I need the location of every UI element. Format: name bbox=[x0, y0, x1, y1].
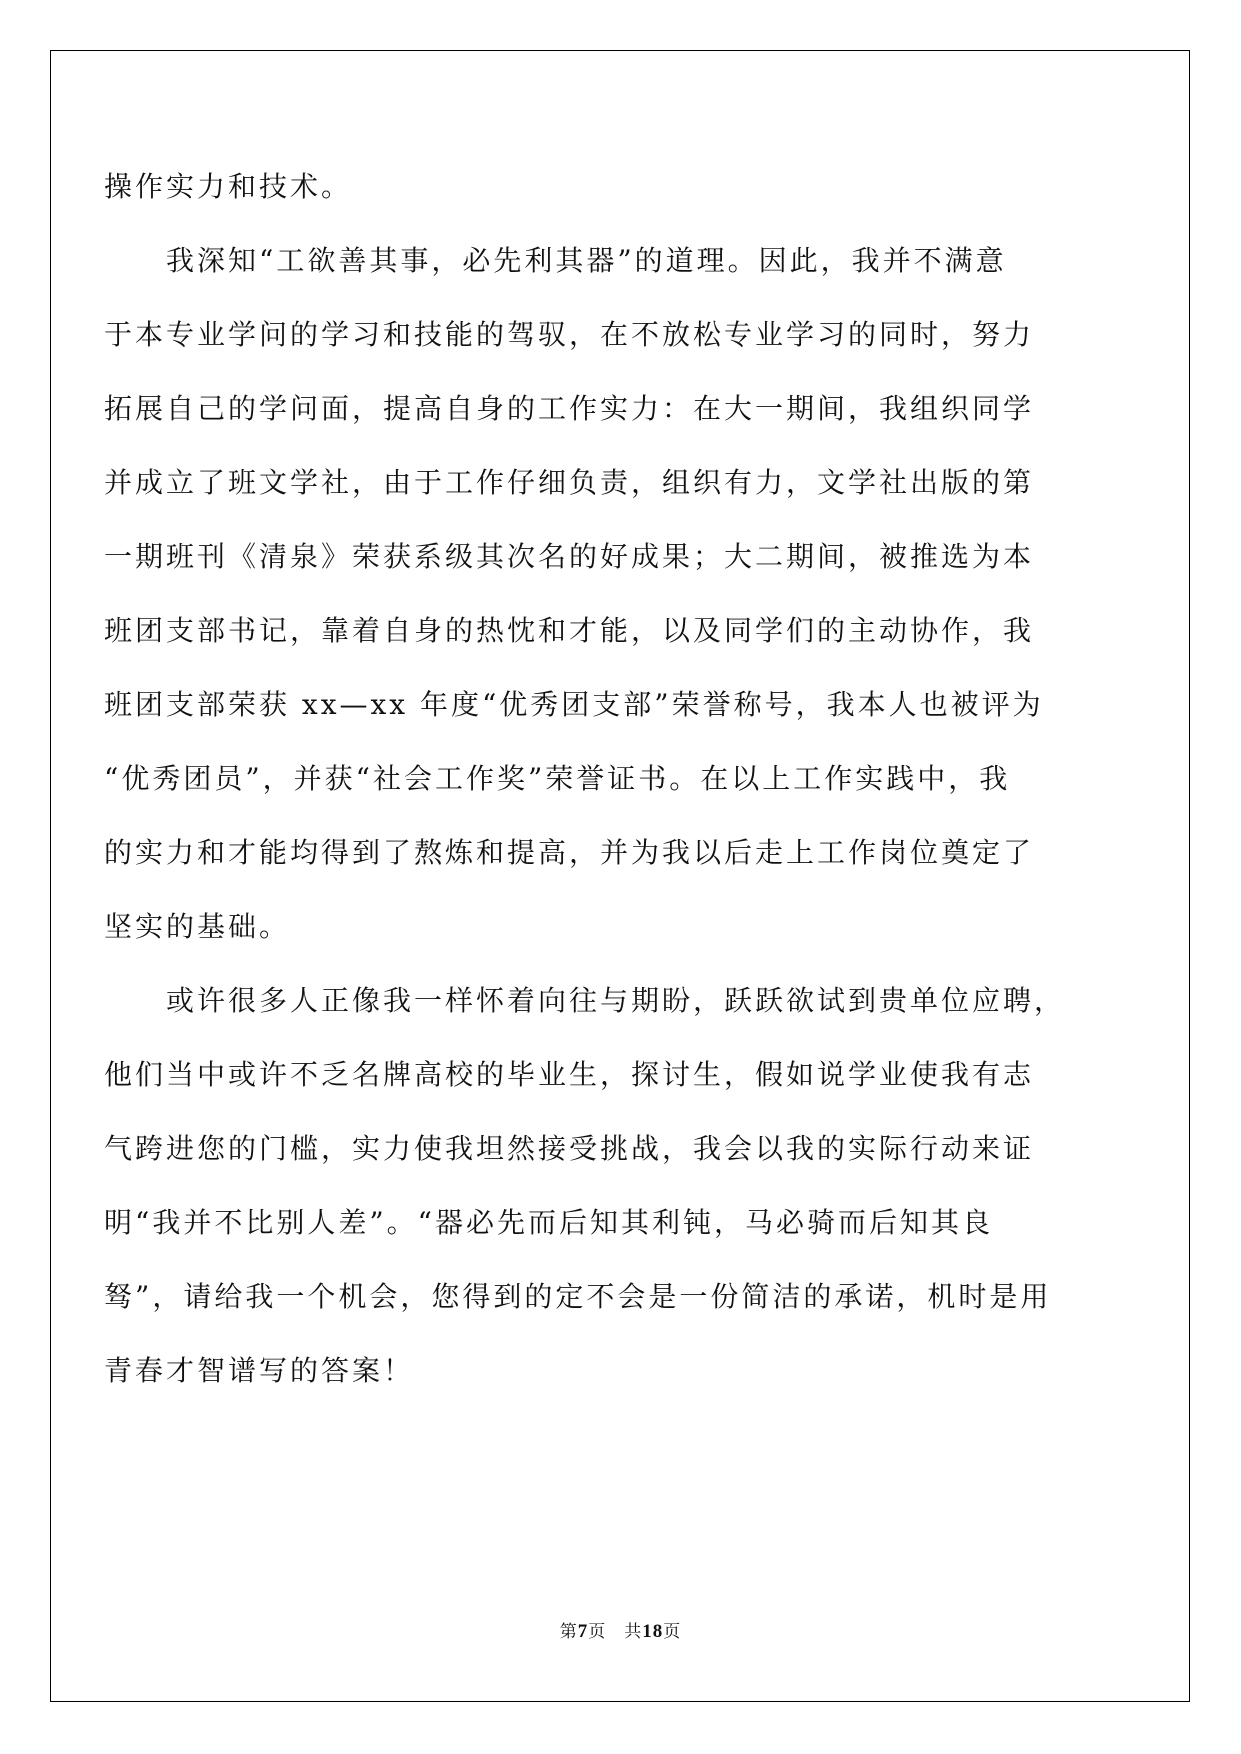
text-line: 的实力和才能均得到了熬炼和提高，并为我以后走上工作岗位奠定了 bbox=[104, 836, 1035, 869]
text-line: 于本专业学问的学习和技能的驾驭，在不放松专业学习的同时，努力 bbox=[104, 318, 1035, 351]
text-line: 他们当中或许不乏名牌高校的毕业生，探讨生，假如说学业使我有志 bbox=[104, 1058, 1035, 1091]
total-pages: 18 bbox=[642, 1621, 664, 1642]
text-line: 拓展自己的学问面，提高自身的工作实力：在大一期间，我组织同学 bbox=[104, 392, 1035, 425]
text-line: 操作实力和技术。 bbox=[104, 170, 353, 203]
text-line: 班团支部书记，靠着自身的热忱和才能，以及同学们的主动协作，我 bbox=[104, 614, 1035, 647]
page-prefix: 第 bbox=[559, 1622, 578, 1642]
paragraph-3 bbox=[104, 964, 1066, 1408]
text-line: 明“我并不比别人差”。“器必先而后知其利钝，马必骑而后知其良 bbox=[104, 1206, 993, 1239]
total-prefix: 共 bbox=[624, 1622, 643, 1642]
text-line: 坚实的基础。 bbox=[104, 910, 291, 943]
text-line: 并成立了班文学社，由于工作仔细负责，组织有力，文学社出版的第 bbox=[104, 466, 1035, 499]
page-number: 7 bbox=[577, 1621, 589, 1642]
page-suffix: 页 bbox=[588, 1622, 607, 1642]
text-line: 或许很多人正像我一样怀着向往与期盼，跃跃欲试到贵单位应聘， bbox=[104, 984, 1066, 1017]
text-line: “优秀团员”，并获“社会工作奖”荣誉证书。在以上工作实践中，我 bbox=[104, 762, 1011, 795]
text-line: 一期班刊《清泉》荣获系级其次名的好成果；大二期间，被推选为本 bbox=[104, 540, 1035, 573]
text-line: 青春才智谱写的答案！ bbox=[104, 1354, 415, 1387]
text-line: 驽”，请给我一个机会，您得到的定不会是一份简洁的承诺，机时是用 bbox=[104, 1280, 1052, 1313]
total-suffix: 页 bbox=[663, 1622, 682, 1642]
text-line: 气跨进您的门槛，实力使我坦然接受挑战，我会以我的实际行动来证 bbox=[104, 1132, 1035, 1165]
text-line: 班团支部荣获 xx—xx 年度“优秀团支部”荣誉称号，我本人也被评为 bbox=[104, 688, 1044, 721]
document-body bbox=[104, 150, 1066, 1408]
page-footer bbox=[0, 1617, 1241, 1643]
paragraph-1 bbox=[104, 150, 1044, 224]
text-line: 我深知“工欲善其事，必先利其器”的道理。因此，我并不满意 bbox=[104, 244, 1007, 277]
paragraph-2 bbox=[104, 224, 1044, 964]
